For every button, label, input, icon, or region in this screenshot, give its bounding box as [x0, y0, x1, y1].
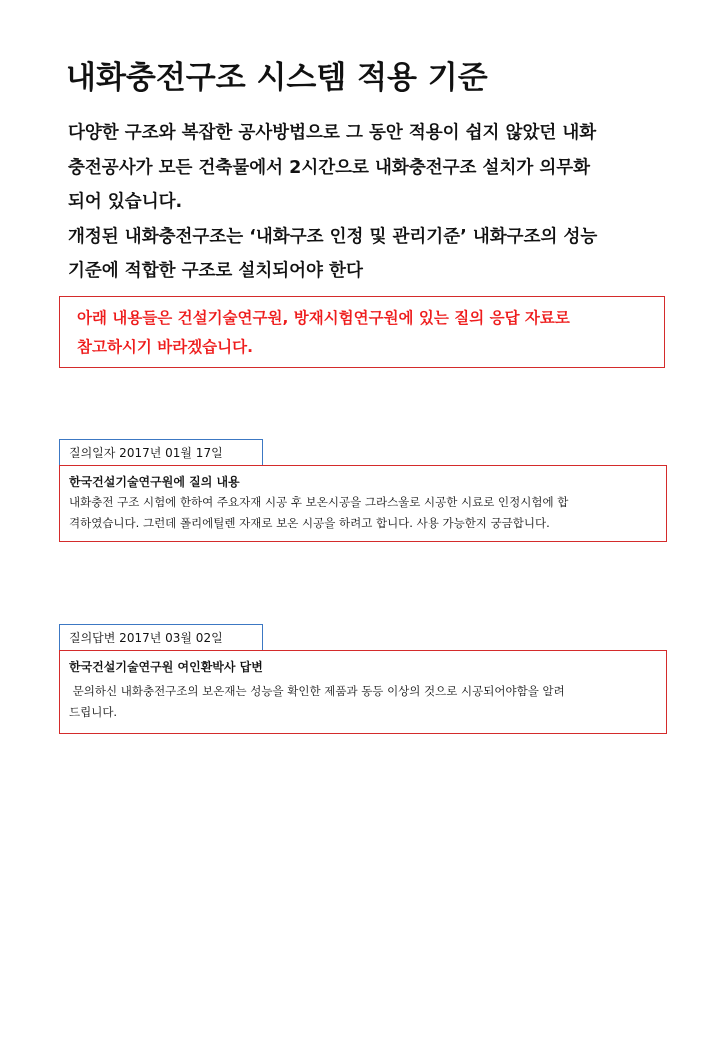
intro-line: 되어 있습니다.: [68, 192, 183, 212]
page-title: 내화충전구조 시스템 적용 기준: [66, 60, 488, 96]
notice-box: [59, 296, 665, 368]
intro-line: 다양한 구조와 복잡한 공사방법으로 그 동안 적용이 쉽지 않았던 내화: [68, 123, 597, 143]
answer-body-line: 문의하신 내화충전구조의 보온재는 성능을 확인한 제품과 동등 이상의 것으로 시공되어야함을 알려: [69, 684, 565, 698]
notice-line: 아래 내용들은 건설기술연구원, 방재시험연구원에 있는 질의 응답 자료로: [77, 309, 570, 327]
intro-line: 기준에 적합한 구조로 설치되어야 한다: [68, 261, 363, 281]
intro-paragraph: [68, 116, 678, 289]
intro-line: 개정된 내화충전구조는 ‘내화구조 인정 및 관리기준’ 내화구조의 성능: [68, 226, 598, 247]
answer-date-tag: 질의답변 2017년 03월 02일: [59, 624, 263, 650]
answer-heading: 한국건설기술연구원 여인환박사 답변: [69, 660, 263, 674]
question-body: [69, 492, 666, 534]
intro-line: 충전공사가 모든 건축물에서 2시간으로 내화충전구조 설치가 의무화: [68, 157, 591, 178]
question-box: [59, 465, 667, 542]
notice-line: 참고하시기 바라겠습니다.: [77, 338, 253, 356]
question-body-line: 내화충전 구조 시험에 한하여 주요자재 시공 후 보온시공을 그라스울로 시공한 시료로 인정시험에 합: [69, 495, 569, 509]
question-date-tag: 질의일자 2017년 01월 17일: [59, 439, 263, 465]
question-heading: 한국건설기술연구원에 질의 내용: [69, 475, 240, 489]
answer-body-line: 드립니다.: [69, 705, 118, 719]
answer-box: [59, 650, 667, 734]
question-body-line: 격하였습니다. 그런데 폴리에틸렌 자재로 보온 시공을 하려고 합니다. 사용 가능한지 궁금합니다.: [69, 516, 550, 530]
answer-body: [69, 681, 666, 723]
